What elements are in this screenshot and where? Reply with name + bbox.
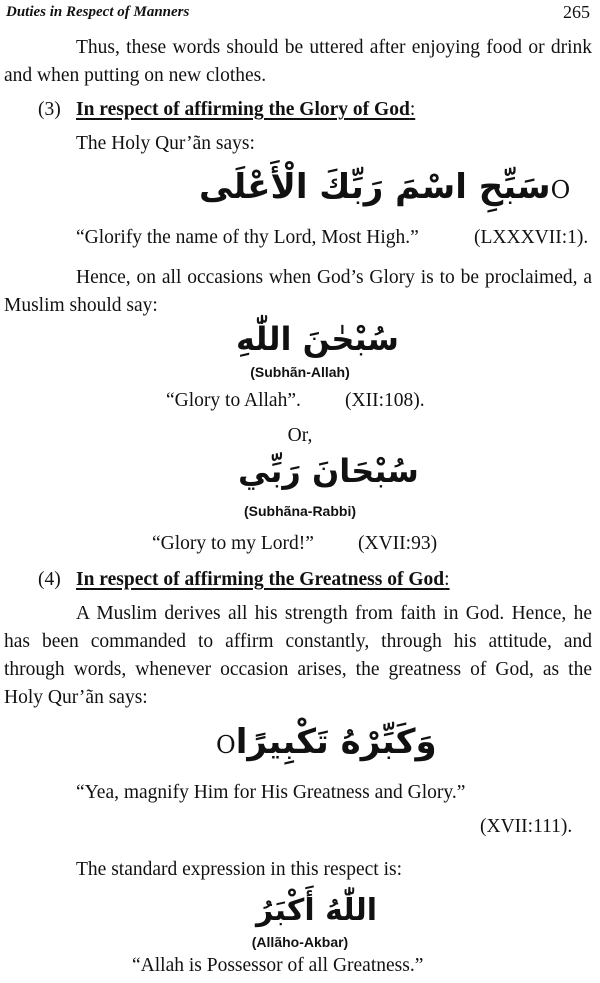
glory-to-allah-ref: (XII:108).: [345, 390, 425, 411]
arabic-subhan-allah: سُبْحٰنَ اللّٰهِ: [236, 320, 399, 358]
section-3-number: (3): [38, 99, 61, 120]
section-4-title: In respect of affirming the Greatness of God: [76, 569, 445, 590]
arabic-verse-glorify: [199, 167, 570, 207]
or-text: Or,: [287, 425, 313, 446]
glory-to-my-lord-ref: (XVII:93): [358, 533, 438, 554]
section-4-colon: :: [444, 569, 450, 590]
verse-translation-magnify: “Yea, magnify Him for His Greatness and Glory.”: [76, 782, 466, 803]
intro-paragraph: Thus, these words should be uttered after enjoying food or drink and when putting on new clothes.: [4, 37, 592, 86]
allahu-akbar-translation: “Allah is Possessor of all Greatness.”: [132, 955, 424, 976]
section-3-colon: :: [409, 99, 416, 120]
arabic-subhana-rabbi: سُبْحَانَ رَبِّي: [238, 452, 419, 490]
translit-subhan-allah: (Subhãn-Allah): [250, 364, 350, 380]
verse-ref-glorify: (LXXXVII:1).: [474, 227, 589, 248]
translit-allahu-akbar: (Allãho-Akbar): [251, 934, 349, 950]
translit-subhana-rabbi: (Subhãna-Rabbi): [244, 503, 356, 519]
verse-mark-glyph: O: [216, 731, 236, 759]
section-3-heading: [76, 99, 415, 121]
glory-to-my-lord-text: “Glory to my Lord!”: [152, 533, 314, 554]
arabic-allahu-akbar: اللّٰهُ أَكْبَرُ: [256, 893, 378, 928]
glory-to-allah-text: “Glory to Allah”.: [166, 390, 301, 411]
strength-paragraph: A Muslim derives all his strength from faith in God. Hence, he has been commanded to affirm constantly, through his attitude, and through words, whenever occasion arises, the greatness of God, as the Holy Qur’ãn says:: [4, 603, 592, 708]
running-title: Duties in Respect of Manners: [6, 4, 190, 20]
arabic-verse-magnify: [216, 722, 437, 762]
verse-translation-glorify: “Glorify the name of thy Lord, Most High.”: [76, 227, 419, 248]
arabic-verse-text: سَبِّحِ اسْمَ رَبِّكَ الْأَعْلَى: [199, 167, 551, 207]
section-4-heading: [76, 569, 450, 591]
verse-ref-magnify: (XVII:111).: [480, 816, 573, 837]
quran-says-line: The Holy Qur’ãn says:: [76, 133, 255, 154]
arabic-verse-magnify-text: وَكَبِّرْهُ تَكْبِيرًا: [235, 722, 437, 762]
hence-paragraph: Hence, on all occasions when God’s Glory is to be proclaimed, a Muslim should say:: [4, 267, 592, 316]
section-3-title: In respect of affirming the Glory of God: [76, 99, 410, 120]
verse-mark-glyph: O: [550, 176, 571, 204]
section-4-number: (4): [38, 569, 61, 590]
page-number: 265: [563, 2, 590, 22]
standard-expression-line: The standard expression in this respect is:: [76, 859, 403, 880]
